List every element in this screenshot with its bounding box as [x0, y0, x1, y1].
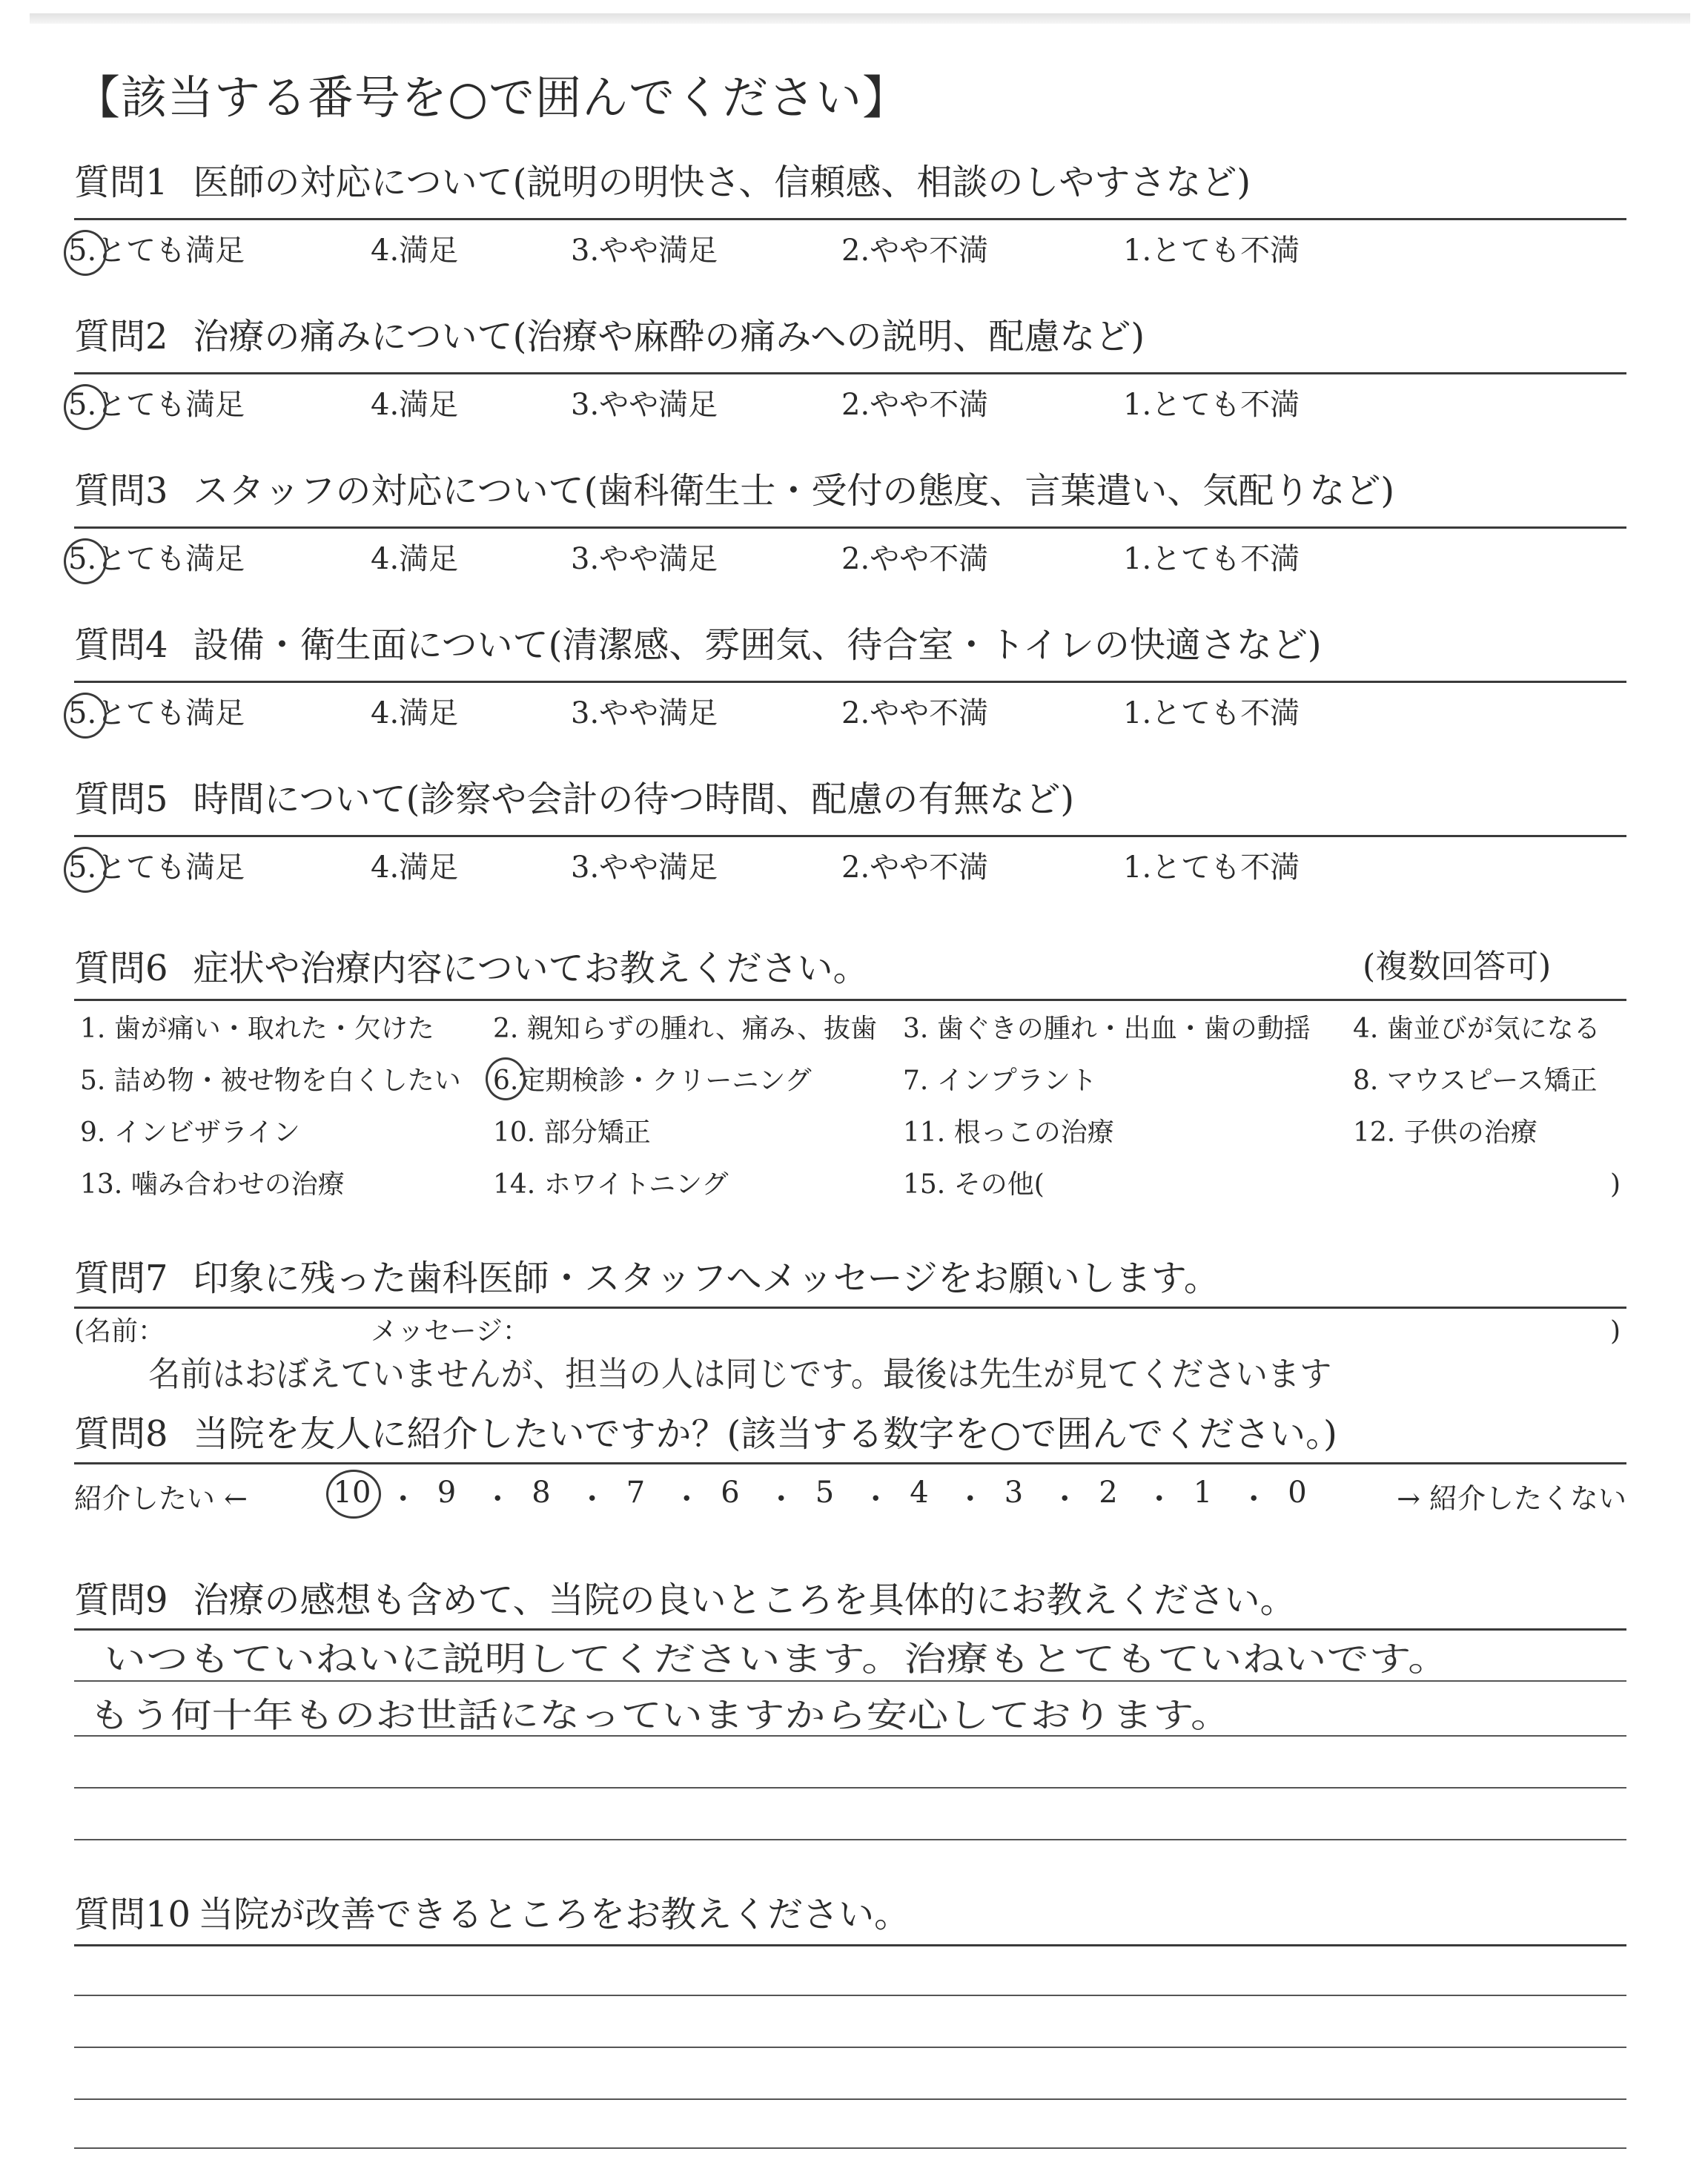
treatment-option[interactable]: 12. 子供の治療 — [1353, 1117, 1537, 1148]
scale-separator: ・ — [672, 1482, 702, 1516]
form-heading: 【該当する番号を○で囲んでください】 — [74, 70, 910, 125]
question-8-title — [74, 1413, 1337, 1455]
question-9-title — [74, 1579, 1296, 1621]
question-7-title — [74, 1258, 1219, 1299]
scale-separator: ・ — [955, 1482, 985, 1516]
question-2-rule — [74, 372, 1626, 374]
question-5-title — [74, 779, 1075, 820]
treatment-option[interactable]: 15. その他( — [903, 1169, 1045, 1200]
rating-option[interactable]: 3.やや満足 — [571, 851, 718, 885]
rating-option[interactable]: 5.とても満足 — [68, 542, 245, 576]
rating-option[interactable]: 4.満足 — [371, 234, 459, 268]
question-10-rule — [74, 1944, 1626, 1946]
question-6-title — [74, 948, 869, 989]
question-3-title — [74, 470, 1395, 512]
answer-line — [74, 2098, 1626, 2100]
treatment-option[interactable]: 7. インプラント — [903, 1066, 1097, 1096]
question-number: 質問6 — [74, 948, 168, 989]
scale-value[interactable]: 1 — [1193, 1476, 1213, 1510]
scale-right-label: → 紹介したくない — [1397, 1482, 1626, 1515]
scale-value[interactable]: 9 — [437, 1476, 457, 1510]
answer-line — [74, 1839, 1626, 1840]
question-text: スタッフの対応について(歯科衛生士・受付の態度、言葉遣い、気配りなど) — [193, 470, 1395, 512]
answer-line — [74, 2147, 1626, 2149]
rating-option[interactable]: 5.とても満足 — [68, 696, 245, 730]
rating-option[interactable]: 1.とても不満 — [1123, 696, 1300, 730]
question-number: 質問8 — [74, 1413, 168, 1455]
question-9-rule — [74, 1628, 1626, 1631]
question-text: 当院が改善できるところをお教えください。 — [198, 1894, 910, 1935]
answer-circle — [64, 230, 107, 276]
question-number: 質問3 — [74, 470, 168, 512]
question-8-rule — [74, 1462, 1626, 1464]
rating-option[interactable]: 4.満足 — [371, 851, 459, 885]
answer-circle — [486, 1057, 526, 1100]
rating-option[interactable]: 3.やや満足 — [571, 542, 718, 576]
answer-circle — [64, 538, 107, 584]
scale-value[interactable]: 0 — [1288, 1476, 1307, 1510]
answer-line — [74, 1995, 1626, 1996]
answer-line — [74, 1680, 1626, 1682]
question-number: 質問5 — [74, 779, 168, 820]
rating-option[interactable]: 4.満足 — [371, 542, 459, 576]
rating-option[interactable]: 5.とても満足 — [68, 388, 245, 422]
scan-edge — [30, 13, 1690, 24]
question-number: 質問2 — [74, 316, 168, 357]
multiple-answer-note: (複数回答可) — [1363, 948, 1552, 985]
treatment-option[interactable]: 5. 詰め物・被せ物を白くしたい — [80, 1066, 461, 1096]
rating-option[interactable]: 3.やや満足 — [571, 696, 718, 730]
answer-circle — [64, 693, 107, 739]
rating-option[interactable]: 2.やや不満 — [841, 851, 989, 885]
question-6-rule — [74, 999, 1626, 1001]
rating-option[interactable]: 3.やや満足 — [571, 388, 718, 422]
rating-option[interactable]: 3.やや満足 — [571, 234, 718, 268]
question-number: 質問10 — [74, 1894, 191, 1935]
other-close-paren: ) — [1610, 1169, 1621, 1200]
handwritten-answer-line-1: いつもていねいに説明してくださいます。治療もとてもていねいです。 — [104, 1639, 1451, 1679]
rating-option[interactable]: 2.やや不満 — [841, 234, 989, 268]
scale-left-label: 紹介したい ← — [74, 1482, 248, 1515]
name-label: (名前： — [74, 1316, 165, 1347]
recommend-scale — [74, 1476, 1626, 1516]
rating-option[interactable]: 4.満足 — [371, 388, 459, 422]
message-label: メッセージ： — [371, 1316, 529, 1347]
rating-option[interactable]: 4.満足 — [371, 696, 459, 730]
scale-separator: ・ — [766, 1482, 796, 1516]
rating-option[interactable]: 2.やや不満 — [841, 542, 989, 576]
scale-value[interactable]: 4 — [910, 1476, 929, 1510]
scale-separator: ・ — [1050, 1482, 1080, 1516]
scale-value[interactable]: 5 — [815, 1476, 835, 1510]
rating-option[interactable]: 1.とても不満 — [1123, 234, 1300, 268]
question-7-rule — [74, 1307, 1626, 1309]
question-text: 医師の対応について(説明の明快さ、信頼感、相談のしやすさなど) — [193, 162, 1251, 203]
question-text: 当院を友人に紹介したいですか？(該当する数字を○で囲んでください。) — [193, 1413, 1337, 1455]
question-number: 質問4 — [74, 624, 168, 666]
rating-option[interactable]: 5.とても満足 — [68, 851, 245, 885]
handwritten-answer-line-2: もう何十年ものお世話になっていますから安心しております。 — [89, 1695, 1232, 1735]
answer-line — [74, 2047, 1626, 2048]
treatment-option[interactable]: 9. インビザライン — [80, 1117, 300, 1148]
rating-option[interactable]: 1.とても不満 — [1123, 542, 1300, 576]
rating-option[interactable]: 2.やや不満 — [841, 696, 989, 730]
scale-separator: ・ — [861, 1482, 891, 1516]
treatment-option[interactable]: 8. マウスピース矯正 — [1353, 1066, 1598, 1096]
question-number: 質問1 — [74, 162, 168, 203]
question-4-rule — [74, 681, 1626, 683]
scale-separator: ・ — [483, 1482, 513, 1516]
treatment-option[interactable]: 6.定期検診・クリーニング — [493, 1066, 812, 1096]
treatment-option[interactable]: 11. 根っこの治療 — [903, 1117, 1114, 1148]
scale-separator: ・ — [577, 1482, 607, 1516]
scale-value[interactable]: 10 — [333, 1476, 371, 1510]
rating-option[interactable]: 2.やや不満 — [841, 388, 989, 422]
question-text: 症状や治療内容についてお教えください。 — [193, 948, 869, 989]
scale-value[interactable]: 3 — [1004, 1476, 1024, 1510]
question-number: 質問7 — [74, 1258, 168, 1299]
question-1-title — [74, 162, 1251, 203]
question-5-rule — [74, 835, 1626, 837]
scale-value[interactable]: 6 — [721, 1476, 740, 1510]
treatment-option[interactable]: 14. ホワイトニング — [493, 1169, 729, 1200]
question-1-rule — [74, 218, 1626, 220]
question-number: 質問9 — [74, 1579, 168, 1621]
answer-line — [74, 1735, 1626, 1737]
treatment-option[interactable]: 4. 歯並びが気になる — [1353, 1014, 1601, 1044]
question-text: 印象に残った歯科医師・スタッフへメッセージをお願いします。 — [193, 1258, 1219, 1299]
question-text: 治療の感想も含めて、当院の良いところを具体的にお教えください。 — [193, 1579, 1296, 1621]
rating-option[interactable]: 1.とても不満 — [1123, 851, 1300, 885]
treatment-option[interactable]: 1. 歯が痛い・取れた・欠けた — [80, 1014, 434, 1044]
question-text: 時間について(診察や会計の待つ時間、配慮の有無など) — [193, 779, 1075, 820]
rating-option[interactable]: 1.とても不満 — [1123, 388, 1300, 422]
answer-circle — [64, 384, 107, 430]
question-text: 治療の痛みについて(治療や麻酔の痛みへの説明、配慮など) — [193, 316, 1145, 357]
scale-value[interactable]: 2 — [1099, 1476, 1118, 1510]
question-text: 設備・衛生面について(清潔感、雰囲気、待合室・トイレの快適さなど) — [193, 624, 1322, 666]
message-close-paren: ) — [1610, 1316, 1621, 1347]
treatment-option[interactable]: 2. 親知らずの腫れ、痛み、抜歯 — [493, 1014, 878, 1044]
question-2-title — [74, 316, 1145, 357]
treatment-option[interactable]: 3. 歯ぐきの腫れ・出血・歯の動揺 — [903, 1014, 1311, 1044]
treatment-option[interactable]: 10. 部分矯正 — [493, 1117, 651, 1148]
question-3-rule — [74, 526, 1626, 529]
question-4-title — [74, 624, 1322, 666]
scale-value[interactable]: 7 — [626, 1476, 646, 1510]
answer-circle — [326, 1470, 381, 1519]
scale-separator: ・ — [1239, 1482, 1269, 1516]
answer-line — [74, 1787, 1626, 1789]
answer-circle — [64, 847, 107, 893]
scale-separator: ・ — [388, 1482, 418, 1516]
scale-separator: ・ — [1144, 1482, 1174, 1516]
question-10-title — [74, 1894, 910, 1935]
treatment-option[interactable]: 13. 噛み合わせの治療 — [80, 1169, 345, 1200]
scale-value[interactable]: 8 — [532, 1476, 551, 1510]
handwritten-message: 名前はおぼえていませんが、担当の人は同じです。最後は先生が見てくださいます — [148, 1354, 1332, 1394]
rating-option[interactable]: 5.とても満足 — [68, 234, 245, 268]
